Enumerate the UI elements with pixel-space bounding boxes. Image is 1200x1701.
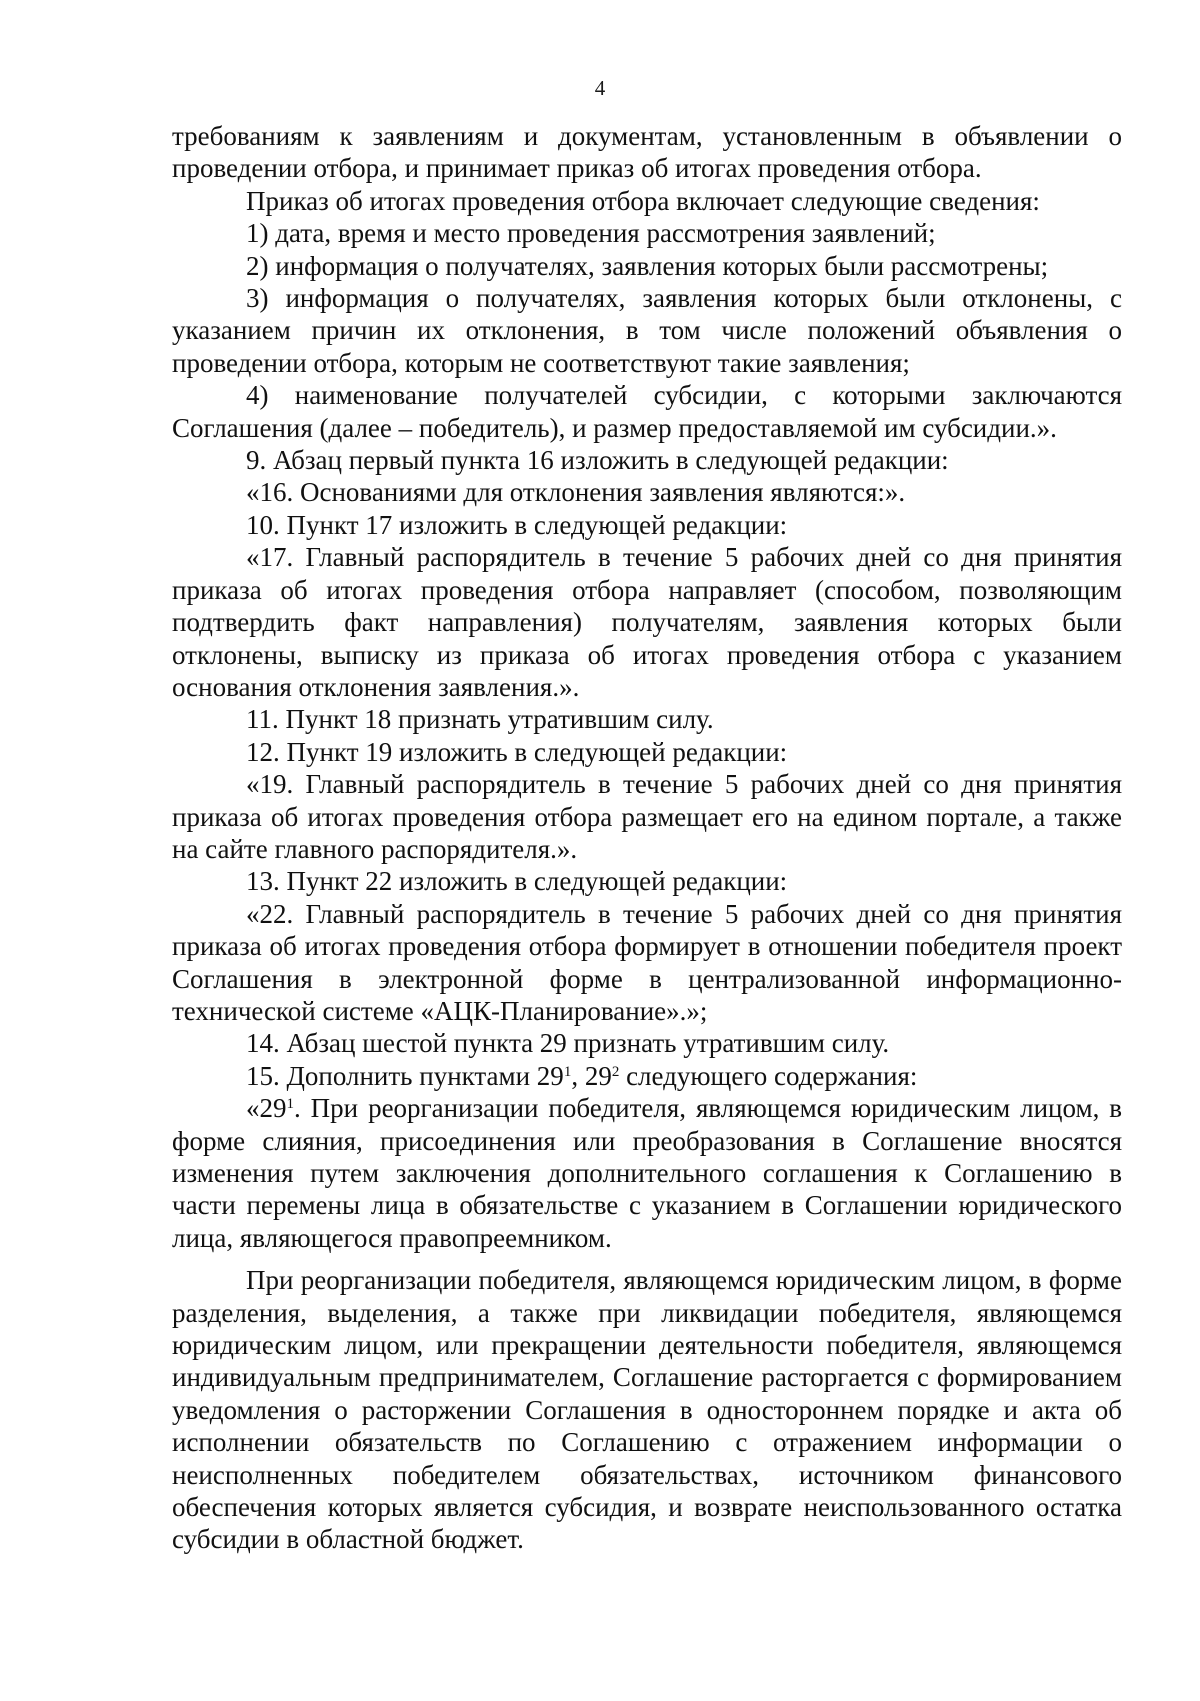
amendment-15-text-b: , 29: [571, 1060, 612, 1091]
list-item-1: 1) дата, время и место проведения рассмотрения заявлений;: [246, 218, 936, 249]
clause-16: «16. Основаниями для отклонения заявления являются:».: [246, 477, 906, 508]
amendment-14: 14. Абзац шестой пункта 29 признать утратившим силу.: [246, 1028, 890, 1059]
document-body: [172, 120, 1122, 1556]
amendment-15-text-a: 15. Дополнить пунктами 29: [246, 1060, 564, 1091]
clause-29-1-reorganization: При реорганизации победителя, являющемся юридическим лицом, в форме разделения, выделения, а также при ликвидации победителя, являющемся юридическим лицом, или прекращении деятельности победителя, являющемся индивидуальным предпринимателем, Соглашение расторгается с формированием уведомления о расторжении Соглашения в одностороннем порядке и акта об исполнении обязательств по Соглашению с отражением информации о неисполненных победителем обязательствах, источником финансового обеспечения которых является субсидия, и возврате неиспользованного остатка субсидии в областной бюджет.: [172, 1265, 1122, 1555]
list-item-2: 2) информация о получателях, заявления которых были рассмотрены;: [246, 250, 1049, 281]
list-item-4: 4) наименование получателей субсидии, с которыми заключаются Соглашения (далее – победитель), и размер предоставляемой им субсидии.».: [172, 380, 1122, 443]
clause-29-1-number: «29: [246, 1093, 287, 1124]
amendment-10: 10. Пункт 17 изложить в следующей редакции:: [246, 509, 788, 540]
page-number: 4: [594, 76, 606, 100]
clause-22: «22. Главный распорядитель в течение 5 рабочих дней со дня принятия приказа об итогах проведения отбора формирует в отношении победителя проект Соглашения в электронной форме в централизованной информационно-технической системе «АЦК-Планирование».»;: [172, 898, 1122, 1026]
amendment-9: 9. Абзац первый пункта 16 изложить в следующей редакции:: [246, 445, 949, 476]
amendment-15: [172, 1060, 1122, 1092]
paragraph-order-contents-intro: Приказ об итогах проведения отбора включает следующие сведения:: [246, 185, 1040, 216]
clause-29-1: [172, 1092, 1122, 1254]
paragraph-continuation: требованиям к заявлениям и документам, установленным в объявлении о проведении отбора, и принимает приказ об итогах проведения отбора.: [172, 121, 1122, 184]
amendment-13: 13. Пункт 22 изложить в следующей редакции:: [246, 866, 788, 897]
amendment-15-sup-2: 2: [611, 1063, 620, 1080]
clause-19: «19. Главный распорядитель в течение 5 рабочих дней со дня принятия приказа об итогах проведения отбора размещает его на едином портале, а также на сайте главного распорядителя.».: [172, 769, 1122, 864]
clause-17: «17. Главный распорядитель в течение 5 рабочих дней со дня принятия приказа об итогах проведения отбора направляет (способом, позволяющим подтвердить факт направления) получателям, заявления которых были отклонены, выписку из приказа об итогах проведения отбора с указанием основания отклонения заявления.».: [172, 542, 1122, 702]
amendment-15-sup-1: 1: [563, 1063, 572, 1080]
amendment-15-text-c: следующего содержания:: [619, 1060, 918, 1091]
amendment-12: 12. Пункт 19 изложить в следующей редакции:: [246, 736, 788, 767]
clause-29-1-text: . При реорганизации победителя, являющемся юридическим лицом, в форме слияния, присоединения или преобразования в Соглашение вносятся изменения путем заключения дополнительного соглашения к Соглашению в части перемены лица в обязательстве с указанием в Соглашении юридического лица, являющегося правопреемником.: [172, 1093, 1122, 1253]
amendment-11: 11. Пункт 18 признать утратившим силу.: [246, 704, 714, 735]
clause-29-1-sup: 1: [286, 1096, 294, 1113]
list-item-3: 3) информация о получателях, заявления которых были отклонены, с указанием причин их отклонения, в том числе положений объявления о проведении отбора, которым не соответствуют такие заявления;: [172, 283, 1122, 378]
